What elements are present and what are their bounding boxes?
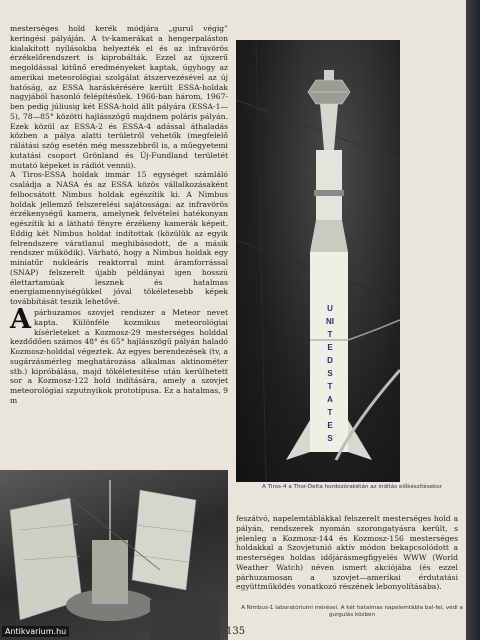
rocket-illustration <box>236 40 400 482</box>
drop-cap: A <box>10 304 31 335</box>
satellite-illustration <box>0 470 228 640</box>
page-number: 135 <box>226 626 246 637</box>
caption-satellite: A Nimbus-1 laboratóriumi mérései. A két hatalmas napelemtábla bal-fel, védi a gurgulás közben <box>241 605 463 618</box>
article-text-right: feszátvó, napelemtáblákkal felszerelt mesterséges hold a pályán, rendszerek nyomán szorongatyásra került, s jelenleg a Kozmosz-144 és Kozmosz-156 mesterséges holdakkal a Szovjetunió aktív módon bekapcsolódott a mesterséges holdas időjárásmegfigyelés WWW (World Weather Watch) néven ismert akciójába (és ezzel párhuzamosan a szovjet—amerikai érdutatási együttműködés vonatkozó részének lebonyolításába). <box>236 514 458 592</box>
watermark: Antikvarium.hu <box>2 626 69 637</box>
article-text-left-top: mesterséges hold kerék módjára „gurul végig” keringési pályáján. A tv-kamerákat a hengerpaláston kialakított nyílásokba helyezték el és az infravörös érzékelőrendszert is kiprobálták. Ezzel az újszerű megoldással kitűnő eredményeket kaptak, úgyhogy az amerikai meteorológiai szolgálat átszervezésével az új hatóság, az ESSA haráskérésére került ESSA-holdak nagyjából hasonló felépítésűek. 1966-ban három, 1967-ben pedig júliusig két ESSA-hold állt pályára (ESSA-1—5), 78—85° közötti hajlásszögű majdnem poláris pályán. Ezek közül az ESSA-2 és ESSA-4 adással áthaladás közben a pálya alatti területről vehetők (megfelelő rálátási szög esetén még messzebbről is, a műegyetemi kutatási csoport Grönland és Új-Fundland területét mutató képeket is rádiót vennii). A Tiros-ESSA holdak immár 15 egységet számláló családja a NASA és az ESSA közös vállalkozásaként felbocsátott Nimbus holdak egészítik ki. A Nimbus holdak jellemző felszerelési sajátossága: az infravörös érzékenységű kamera, amelynek felvételei hatékonyan egészítik ki a látható fényre érzékeny kamerák képeit. Eddig két Nimbus holdat indítottak (közülük az egyik felrendszere váratlanul meghibásodott, de a másik rendszer működik). Várható, hogy a Nimbus holdak egy miniatűr nukleáris reaktorral mint áramforrással (SNAP) felszerelt újabb példányai igen hosszú élettartamúak lesznek és hatalmas energiamennyiségükkel jóval tökéletesebb képek továbbítását teszik lehetővé. <box>10 24 228 306</box>
article-paragraph: párhuzamos szovjet rendszer a Meteor nevet kapta. Különféle kozmikus meteorológiai kísérleteket a Kozmosz-29 mesterséges holddal kezdődően számos 48° és 65° hajlásszögű pályán haladó Kozmosz-holddal végeztek. Az egyes berendezések (tv, a sugárzásmérleg meghatározása alkalmas aktinométer stb.) kipróbálása, majd tökéletesítése után kerülhetett sor a Kozmosz-122 hold indítására, amely a szovjet meteorológiai szputnyikok prototípusa. Ez a hatalmas, 9 m <box>10 308 228 405</box>
article-text-left-bottom <box>10 304 228 406</box>
satellite-photo <box>0 470 228 640</box>
rocket-photo <box>236 40 400 482</box>
rocket-label: UNITED STATES <box>326 304 334 443</box>
caption-rocket: A Tiros-4 a Thor-Delta hordozórakétán az indítás előkészítésekor <box>262 484 442 490</box>
book-binding-edge <box>466 0 480 640</box>
